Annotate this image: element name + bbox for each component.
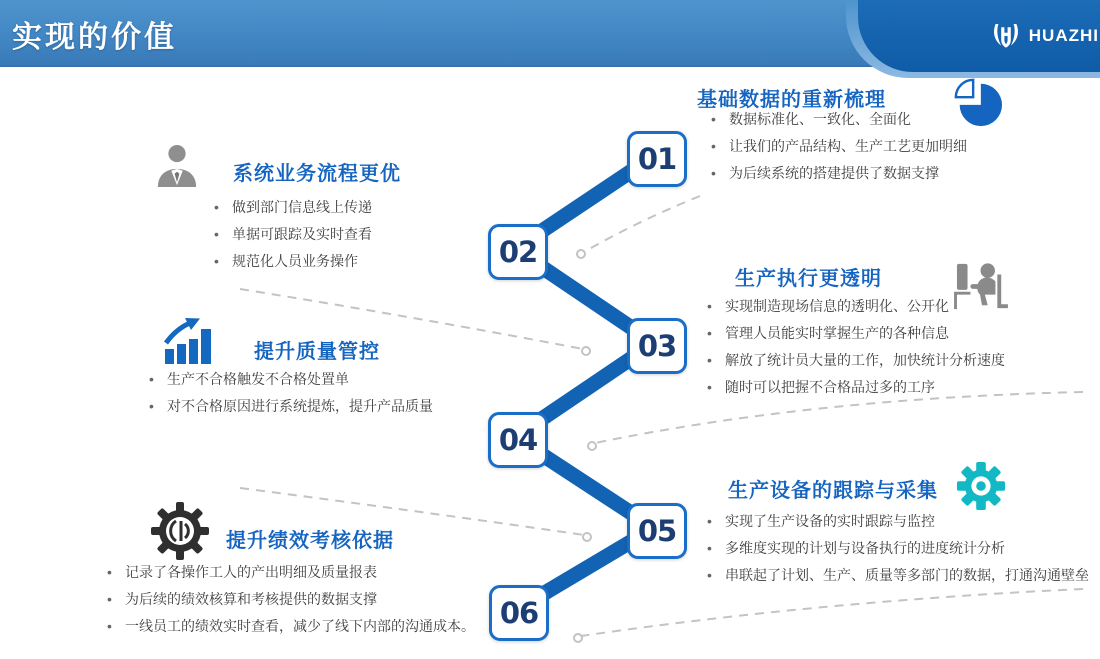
- section-title-equipment: 生产设备的跟踪与采集: [728, 480, 938, 502]
- bullet-item: • 记录了各操作工人的产出明细及质量报表: [101, 559, 501, 586]
- section-bullets-quality: [143, 366, 488, 420]
- bullet-item: • 为后续的绩效核算和考核提供的数据支撑: [101, 586, 501, 613]
- section-title-system-flow: 系统业务流程更优: [233, 163, 401, 185]
- timeline-step-05: [627, 503, 687, 559]
- bullet-item: • 实现制造现场信息的透明化、公开化: [701, 293, 1097, 320]
- bullet-item: • 随时可以把握不合格品过多的工序: [701, 374, 1097, 401]
- section-bullets-base-data: [705, 106, 1097, 187]
- bullet-item: • 让我们的产品结构、生产工艺更加明细: [705, 133, 1097, 160]
- step-number: 02: [498, 235, 538, 269]
- logo-badge: [858, 0, 1100, 72]
- bullet-item: • 实现了生产设备的实时跟踪与监控: [701, 508, 1099, 535]
- section-bullets-system-flow: [208, 194, 508, 275]
- timeline-step-01: [627, 131, 687, 187]
- timeline-step-03: [627, 318, 687, 374]
- bullet-item: • 管理人员能实时掌握生产的各种信息: [701, 320, 1097, 347]
- bullet-item: • 为后续系统的搭建提供了数据支撑: [705, 160, 1097, 187]
- section-bullets-equipment: [701, 508, 1099, 589]
- step-number: 03: [637, 329, 677, 363]
- section-title-quality: 提升质量管控: [254, 341, 380, 363]
- bullet-item: • 对不合格原因进行系统提炼，提升产品质量: [143, 393, 488, 420]
- bullet-item: • 一线员工的绩效实时查看，减少了线下内部的沟通成本。: [101, 613, 501, 640]
- bullet-item: • 串联起了计划、生产、质量等多部门的数据，打通沟通壁垒: [701, 562, 1099, 589]
- timeline-step-02: [488, 224, 548, 280]
- huazhi-w-logo-icon: [990, 21, 1022, 51]
- step-number: 06: [499, 596, 539, 630]
- bullet-item: • 规范化人员业务操作: [208, 248, 508, 275]
- gear-icon: [956, 460, 1006, 512]
- section-title-performance: 提升绩效考核依据: [226, 530, 394, 552]
- step-number: 04: [498, 423, 538, 457]
- section-title-transparency: 生产执行更透明: [735, 268, 882, 290]
- section-bullets-performance: [101, 559, 501, 640]
- timeline-step-04: [488, 412, 548, 468]
- bullet-item: • 生产不合格触发不合格处置单: [143, 366, 488, 393]
- step-number: 01: [637, 142, 677, 176]
- step-number: 05: [637, 514, 677, 548]
- page-title: 实现的价值: [12, 21, 177, 54]
- timeline-step-06: [489, 585, 549, 641]
- bullet-item: • 多维度实现的计划与设备执行的进度统计分析: [701, 535, 1099, 562]
- gear-gauge-icon: [145, 500, 215, 562]
- logo-text: HUAZHI: [1028, 26, 1099, 45]
- businessman-icon: [155, 142, 199, 190]
- section-title-base-data: 基础数据的重新梳理: [697, 89, 886, 111]
- bullet-item: • 单据可跟踪及实时查看: [208, 221, 508, 248]
- bullet-item: • 做到部门信息线上传递: [208, 194, 508, 221]
- bullet-item: • 数据标准化、一致化、全面化: [705, 106, 1097, 133]
- bar-chart-growth-icon: [160, 316, 214, 364]
- bullet-item: • 解放了统计员大量的工作，加快统计分析速度: [701, 347, 1097, 374]
- section-bullets-transparency: [701, 293, 1097, 401]
